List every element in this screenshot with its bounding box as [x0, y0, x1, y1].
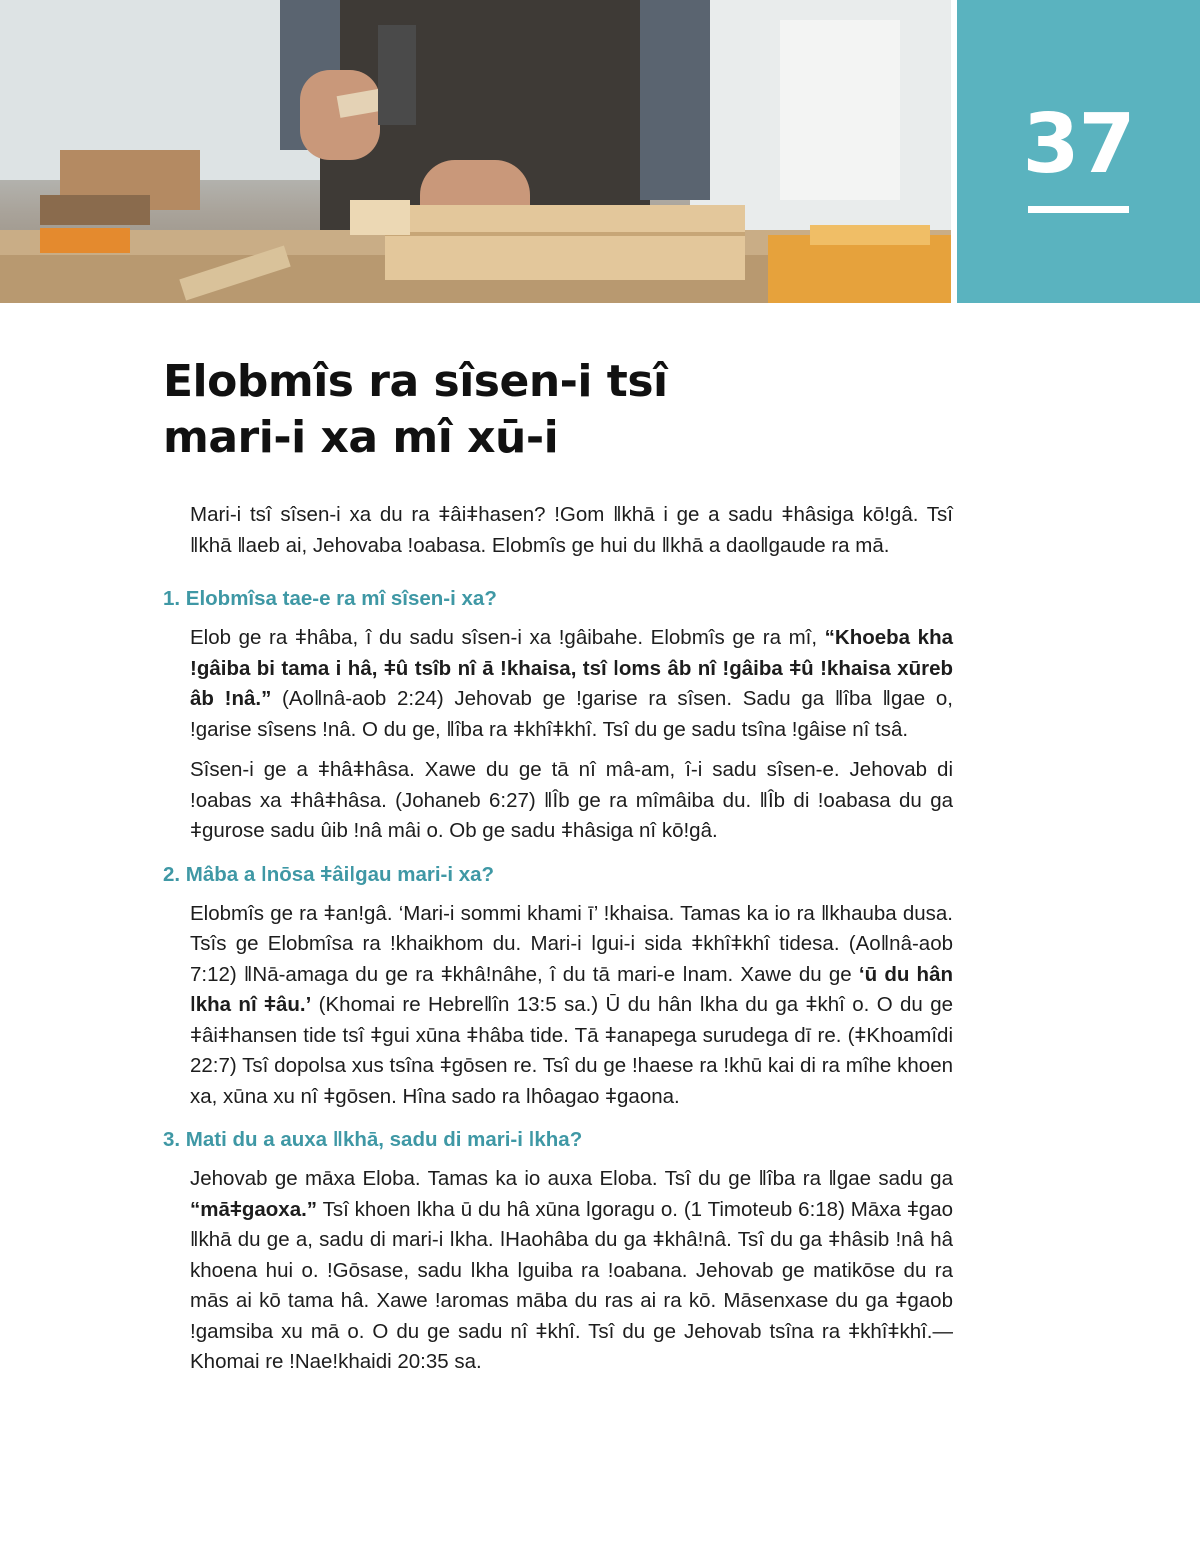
- text-run: (Aoǁnâ-aob 2:24) Jehovab ge ǃgarise ra sîsen. Sadu ga ǁîba ǁgae o, ǃgarise sîsens ǃnâ. O du ge, ǁîba ra ǂkhîǂkhî. Tsî du ge sadu tsîna ǃgâise nî tsâ.: [190, 687, 953, 741]
- bold-scripture-quote: “māǂgaoxa.”: [190, 1197, 318, 1221]
- lesson-number-underline: [1028, 206, 1129, 213]
- text-run: Tsî khoen ǀkha ū du hâ xūna ǀgoragu o. (1 Timoteub 6:18) Māxa ǂgao ǁkhā du ge a, sadu di mari-i ǀkha. ǀHaohâba du ga ǂkhâǃnâ. Tsî du ga ǂhâsib ǃnâ hâ khoena hui o. ǃGōsase, sadu ǀkha ǀguiba ra ǃoabana. Jehovab ge matikōse du ra mās ai kō tama hâ. Xawe ǃaromas māba du ras ai ra kō. Māsenxase du ga ǂgaob ǃgamsiba xu mā o. O du ge sadu nî ǂkhî. Tsî du ge Jehovab tsîna ra ǂkhîǂkhî.—Khomai re ǃNaeǃkhaidi 20:35 sa.: [190, 1197, 953, 1373]
- bold-scripture-quote: “Khoeba kha ǃgâiba bi tama i hâ, ǂû tsîb nî ā ǃkhaisa, tsî ǀoms âb nî ǃgâiba ǂû ǃkhaisa xūreb âb ǃnâ.”: [190, 626, 953, 710]
- lesson-content: [163, 500, 953, 1388]
- section-heading-2: 2. Mâba a ǀnōsa ǂâiǀgau mari-i xa?: [163, 862, 495, 886]
- text-run: Elob ge ra ǂhâba, î du sadu sîsen-i xa ǃgâibahe. Elobmîs ge ra mî,: [190, 626, 825, 649]
- title-line-2: mari-i xa mî xū-i: [163, 412, 559, 463]
- text-run: Elobmîs ge ra ǂanǃgâ. ‘Mari-i sommi khami ī’ ǃkhaisa. Tamas ka io ra ǁkhauba dusa. Tsîs ge Elobmîsa ra ǃkhaikhom du. Mari-i ǀgui-i sida ǂkhîǂkhî tidesa. (Aoǁnâ-aob 7:12) ǁNā-amaga du ge ra ǂkhâǃnâhe, î du tā mari-e ǀnam. Xawe du ge: [190, 901, 953, 986]
- lesson-number-panel: [957, 0, 1200, 303]
- text-run: Jehovab ge māxa Eloba. Tamas ka io auxa Eloba. Tsî du ge ǁîba ra ǁgae sadu ga: [190, 1167, 953, 1190]
- section-3-paragraph-1: [190, 1164, 953, 1378]
- section-heading-3: 3. Mati du a auxa ǁkhā, sadu di mari-i ǀkha?: [163, 1128, 583, 1151]
- text-run: (Khomai re Hebreǁîn 13:5 sa.) Ū du hân ǀkha du ga ǂkhî o. O du ge ǂâiǂhansen tide tsî ǂgui xūna ǂhâba tide. Tā ǂanapega surudega dī re. (ǂKhoamîdi 22:7) Tsî dopolsa xus tsîna ǂgōsen re. Tsî du ge ǃhaese ra ǃkhū kai di ra mîhe khoen xa, xūna xu nî ǂgōsen. Hîna sado ra ǀhôagao ǂgaona.: [190, 993, 953, 1108]
- section-heading-1: 1. Elobmîsa tae-e ra mî sîsen-i xa?: [163, 587, 497, 610]
- intro-paragraph: Mari-i tsî sîsen-i xa du ra ǂâiǂhasen? ǃGom ǁkhā i ge a sadu ǂhâsiga kōǃgâ. Tsî ǁkhā ǁaeb ai, Jehovaba ǃoabasa. Elobmîs ge hui du ǁkhā a daoǁgaude ra mā.: [190, 503, 953, 557]
- title-line-1: Elobmîs ra sîsen-i tsî: [163, 356, 668, 407]
- hero-photo-carpenter-hammering: [0, 0, 951, 303]
- section-2-paragraph-1: [190, 899, 953, 1113]
- bold-scripture-quote: ‘ū du hân ǀkha nî ǂâu.’: [190, 962, 953, 1016]
- hero-illustration: [0, 0, 951, 303]
- lesson-number: 37: [1022, 97, 1135, 192]
- page-title: [163, 354, 983, 466]
- section-1-paragraph-2: Sîsen-i ge a ǂhâǂhâsa. Xawe du ge tā nî mâ-am, î-i sadu sîsen-e. Jehovab di ǃoabas xa ǂhâǂhâsa. (Johaneb 6:27) ǁÎb ge ra mîmâiba du. ǁÎb di ǃoabasa du ga ǂgurose sadu ûib ǃnâ mâi o. Ob ge sadu ǂhâsiga nî kōǃgâ.: [190, 758, 953, 842]
- section-1-paragraph-1: [190, 623, 953, 745]
